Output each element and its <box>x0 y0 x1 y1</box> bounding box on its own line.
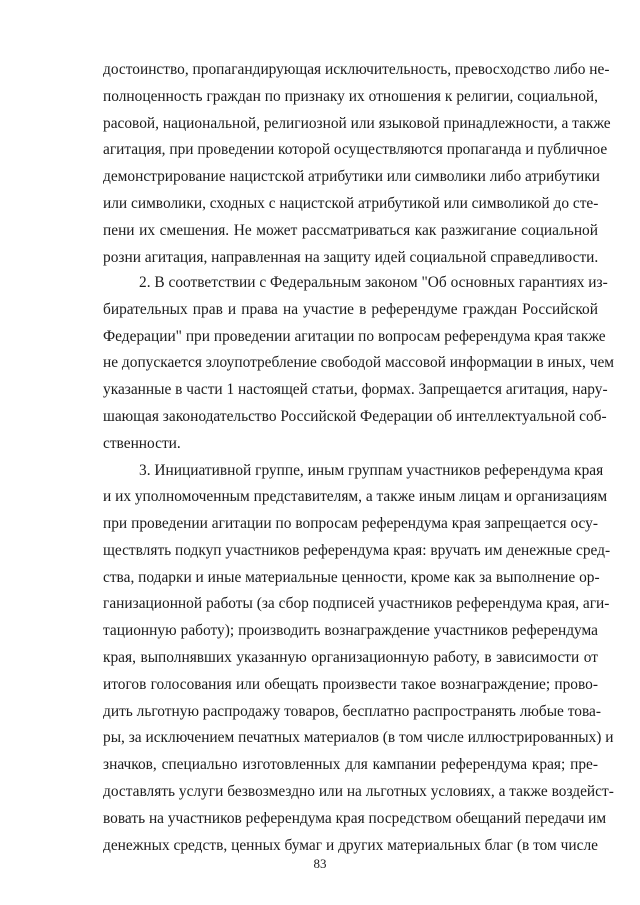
text-line: розни агитация, направленная на защиту идей социальной справедливости. <box>103 249 599 266</box>
text-line: ществлять подкуп участников референдума края: вручать им денежные сред- <box>103 542 611 559</box>
text-line: указанные в части 1 настоящей статьи, формах. Запрещается агитация, нару- <box>103 381 608 398</box>
text-line: итогов голосования или обещать произвести такое вознаграждение; прово- <box>103 676 598 693</box>
text-line: дить льготную распродажу товаров, бесплатно распространять любые това- <box>103 703 601 720</box>
text-line: не допускается злоупотребление свободой массовой информации в иных, чем <box>103 354 615 371</box>
text-line: ственности. <box>103 435 181 452</box>
text-line: при проведении агитации по вопросам референдума края запрещается осу- <box>103 515 598 532</box>
text-line: расовой, национальной, религиозной или языковой принадлежности, а также <box>103 115 611 132</box>
text-line: демонстрирование нацистской атрибутики или символики либо атрибутики <box>103 168 600 185</box>
text-line: ры, за исключением печатных материалов (в том числе иллюстрированных) и <box>103 729 614 746</box>
paragraph-2-first-line: 2. В соответствии с Федеральным законом "Об основных гарантиях из- <box>139 274 608 291</box>
text-line: достоинство, пропагандирующая исключительность, превосходство либо не- <box>103 61 610 78</box>
text-line: доставлять услуги безвозмездно или на льготных условиях, а также воздейст- <box>103 783 614 800</box>
paragraph-3-first-line: 3. Инициативной группе, иным группам участников референдума края <box>139 462 604 479</box>
text-line: агитация, при проведении которой осуществляются пропаганда и публичное <box>103 141 608 158</box>
text-line: бирательных прав и права на участие в референдуме граждан Российской <box>103 301 598 318</box>
text-line: ства, подарки и иные материальные ценности, кроме как за выполнение ор- <box>103 569 600 586</box>
text-line: или символики, сходных с нацистской атрибутикой или символикой до сте- <box>103 195 599 212</box>
text-line: значков, специально изготовленных для кампании референдума края; пре- <box>103 756 598 773</box>
text-line: ганизационной работы (за сбор подписей участников референдума края, аги- <box>103 595 610 612</box>
text-line: полноценность граждан по признаку их отношения к религии, социальной, <box>103 88 598 105</box>
text-line: Федерации" при проведении агитации по вопросам референдума края также <box>103 328 606 345</box>
text-line: шающая законодательство Российской Федерации об интеллектуальной соб- <box>103 408 607 425</box>
text-line: края, выполнявших указанную организационную работу, в зависимости от <box>103 649 598 666</box>
text-line: вовать на участников референдума края посредством обещаний передачи им <box>103 810 607 827</box>
text-line: тационную работу); производить вознаграждение участников референдума <box>103 622 598 639</box>
text-line: пени их смешения. Не может рассматриваться как разжигание социальной <box>103 222 598 239</box>
text-line: денежных средств, ценных бумаг и других материальных благ (в том числе <box>103 837 598 854</box>
page-number: 83 <box>313 856 327 871</box>
text-line: и их уполномоченным представителям, а также иным лицам и организациям <box>103 488 608 505</box>
